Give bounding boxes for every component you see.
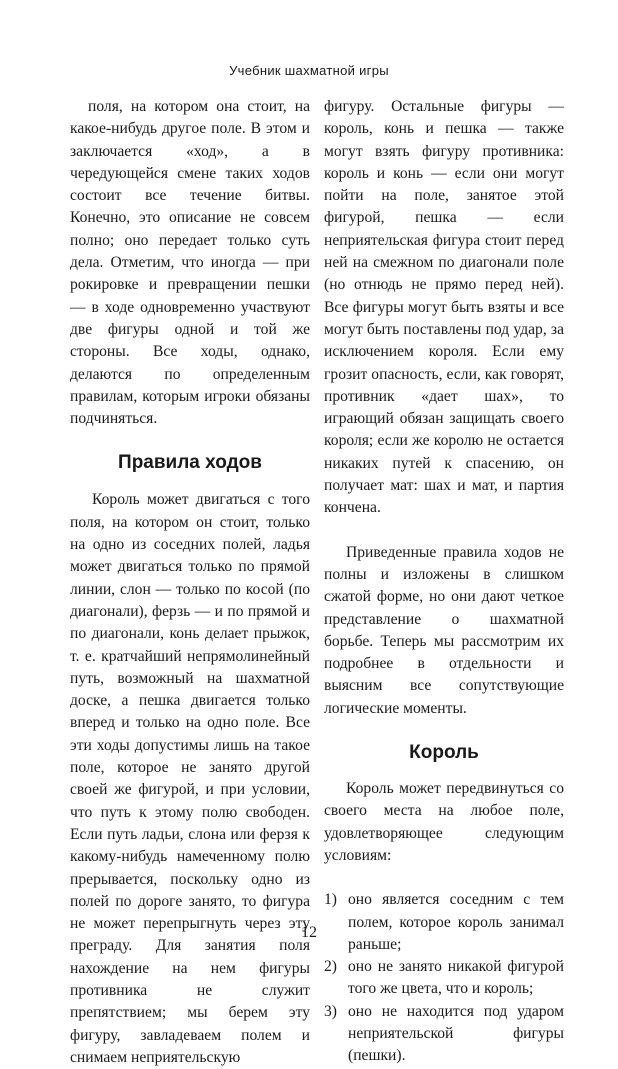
condition-number: 3): [324, 1002, 337, 1020]
paragraph-gap: [324, 520, 564, 542]
king-conditions-list: [324, 889, 564, 1067]
page-number: 12: [301, 924, 317, 941]
section-heading-king: Король: [409, 742, 479, 764]
condition-text: оно является соседним с тем полем, которое король занимал раньше;: [348, 891, 564, 953]
continued-paragraph: фигуру. Остальные фигуры — король, конь и пешка — также могут взять фигуру противника: король и конь — если они могут пойти на поле, занятое этой фигурой, пешка — если неприятельская фигура стоит перед ней на смежном по диагонали поле (но отнюдь не прямо перед ней). Все фигуры могут быть взяты и все могут быть поставлены под удар, за исключением короля. Если ему грозит опасность, если, как говорят, противник «дает шах», то играющий обязан защищать своего короля; если же королю не остается никаких путей к спасению, он получает мат: шах и мат, и партия кончена.: [324, 98, 564, 517]
condition-item-1: [324, 889, 564, 956]
condition-number: 1): [324, 891, 337, 909]
condition-number: 2): [324, 958, 337, 976]
section-heading-rules: Правила ходов: [118, 452, 262, 474]
condition-item-3: [324, 1001, 564, 1068]
rules-paragraph: Король может двигаться с того поля, на котором он стоит, только на одно из соседних полей, ладья может двигаться только по прямой линии, слон — только по косой (по диагонали), ферзь — и по прямой и по диагонали, конь делает прыжок, т. е. кратчайший непрямолинейный путь, возможный на шахматной доске, а пешка двигается только вперед и только на одно поле. Все эти ходы допустимы лишь на такое поле, которое не занято другой своей же фигурой, и при условии, что путь к этому полю свободен. Если путь ладьи, слона или ферзя к какому-нибудь намеченному полю прерывается, поскольку одно из полей по дороге занято, то фигура не может перепрыгнуть через эту преграду. Для занятия поля нахождение на нем фигуры противника не служит препятствием; мы берем эту фигуру, завладеваем полем и снимаем неприятельскую: [70, 491, 310, 1066]
condition-item-2: [324, 956, 564, 1001]
condition-text: оно не занято никакой фигурой того же цвета, что и король;: [348, 958, 564, 998]
right-column: [324, 96, 564, 1068]
running-header: Учебник шахматной игры: [229, 63, 389, 78]
list-gap: [324, 867, 564, 889]
condition-text: оно не находится под ударом неприятельской фигуры (пешки).: [348, 1002, 564, 1065]
intro-paragraph: поля, на котором она стоит, на какое-нибудь другое поле. В этом и заключается «ход», а в чередующейся смене таких ходов состоит все течение битвы. Конечно, это описание не совсем полно; оно передает только суть дела. Отметим, что иногда — при рокировке и превращении пешки — в ходе одновременно участвуют две фигуры одной и той же стороны. Все ходы, однако, делаются по определенным правилам, которым игроки обязаны подчиняться.: [70, 98, 310, 428]
summary-paragraph: Приведенные правила ходов не полны и изложены в слишком сжатой форме, но они дают четкое представление о шахматной борьбе. Теперь мы рассмотрим их подробнее в отдельности и выясним все сопутствующие логические моменты.: [324, 543, 564, 717]
king-intro-paragraph: Король может передвинуться со своего места на любое поле, удовлетворяющее следующим условиям:: [324, 780, 564, 864]
